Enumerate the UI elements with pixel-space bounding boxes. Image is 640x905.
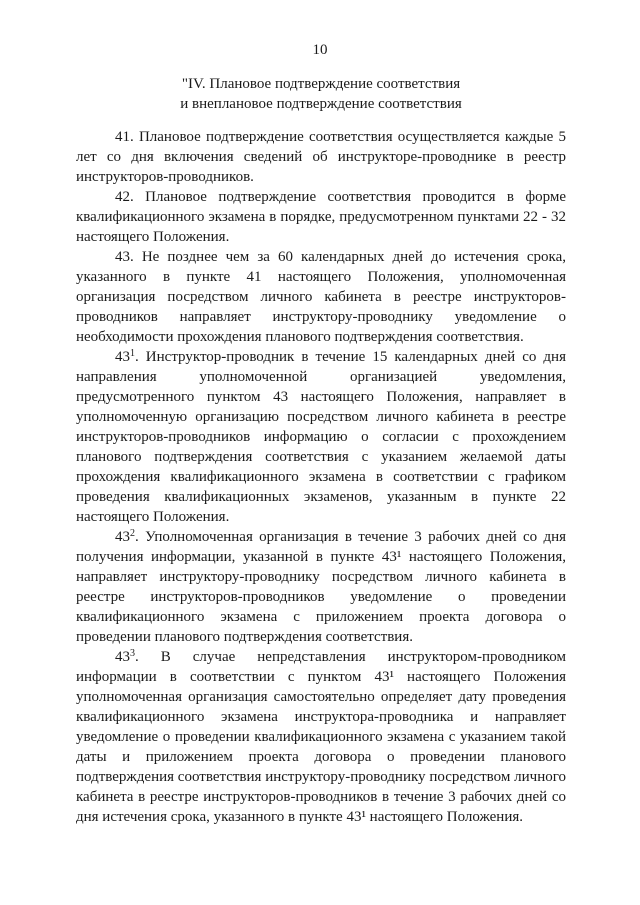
document-body [76, 127, 566, 827]
paragraph-text: В случае непредставления инструктором-проводником информации в соответствии с пунктом 43¹ настоящего Положения уполномоченная организация самостоятельно определяет дату проведения квалификационного экзамена инструктора-проводника и направляет уведомление о проведении квалификационного экзамена с указанием такой даты и приложением проекта договора о проведении планового подтверждения соответствия инструктору-проводнику посредством личного кабинета в реестре инструкторов-проводников в течение 3 рабочих дней со дня истечения срока, указанного в пункте 43¹ настоящего Положения. [76, 649, 566, 825]
paragraph-text: Плановое подтверждение соответствия проводится в форме квалификационного экзамена в порядке, предусмотренном пунктами 22 - 32 настоящего Положения. [76, 189, 566, 245]
paragraph-number: 43. [115, 249, 134, 265]
paragraph-43-1: $43^1$. Инструктор-проводник в течение 15 календарных дней со дня направления уполномоченной организацией уведомления, предусмотренного пунктом 43 настоящего Положения, направляет в уполномоченную организацию посредством личного кабинета в реестре инструкторов-проводников информацию о согласии с прохождением планового подтверждения соответствия с указанием желаемой даты прохождения квалификационного экзамена в соответствии с графиком проведения квалификационных экзаменов, указанным в пункте 22 настоящего Положения. [76, 348, 566, 525]
paragraph-number-superscript: 2 [130, 528, 135, 539]
page-number: 10 [312, 42, 328, 58]
paragraph-text: Уполномоченная организация в течение 3 рабочих дней со дня получения информации, указанной в пункте 43¹ настоящего Положения, направляет инструктору-проводнику посредством личного кабинета в реестре инструкторов-проводников уведомление о проведении квалификационного экзамена с приложением проекта договора о проведении планового подтверждения соответствия. [76, 529, 567, 645]
paragraph-text: Плановое подтверждение соответствия осуществляется каждые 5 лет со дня включения сведений об инструкторе-проводнике в реестр инструкторов-проводников. [76, 129, 566, 185]
paragraph-43-3: $43^3$. В случае непредставления инструктором-проводником информации в соответствии с пунктом 43¹ настоящего Положения уполномоченная организация самостоятельно определяет дату проведения квалификационного экзамена инструктора-проводника и направляет уведомление о проведении квалификационного экзамена с указанием такой даты и приложением проекта договора о проведении планового подтверждения соответствия инструктору-проводнику посредством личного кабинета в реестре инструкторов-проводников в течение 3 рабочих дней со дня истечения срока, указанного в пункте 43¹ настоящего Положения. [76, 648, 566, 825]
section-heading [76, 74, 566, 114]
paragraph-43 [76, 247, 566, 347]
paragraph-42 [76, 187, 566, 247]
paragraph-number: 42. [115, 189, 134, 205]
section-heading-line-2: и внеплановое подтверждение соответствия [180, 96, 462, 112]
paragraph-number-superscript: 3 [130, 648, 135, 659]
paragraph-text: Инструктор-проводник в течение 15 календарных дней со дня направления уполномоченной организацией уведомления, предусмотренного пунктом 43 настоящего Положения, направляет в уполномоченную организацию посредством личного кабинета в реестре инструкторов-проводников информацию о согласии с прохождением планового подтверждения соответствия с указанием желаемой даты прохождения квалификационного экзамена в соответствии с графиком проведения квалификационных экзаменов, указанным в пункте 22 настоящего Положения. [76, 349, 566, 525]
paragraph-number: 43 [115, 649, 130, 665]
paragraph-43-2: $43^2$. Уполномоченная организация в течение 3 рабочих дней со дня получения информации, указанной в пункте 43¹ настоящего Положения, направляет инструктору-проводнику посредством личного кабинета в реестре инструкторов-проводников уведомление о проведении квалификационного экзамена с приложением проекта договора о проведении планового подтверждения соответствия. [76, 528, 567, 645]
paragraph-number: 43 [115, 349, 130, 365]
paragraph-41 [76, 127, 566, 187]
paragraph-number-superscript: 1 [130, 348, 135, 359]
section-heading-line-1: "IV. Плановое подтверждение соответствия [181, 76, 461, 92]
paragraph-number: 41. [115, 129, 134, 145]
paragraph-number: 43 [115, 529, 130, 545]
paragraph-text: Не позднее чем за 60 календарных дней до истечения срока, указанного в пункте 41 настоящего Положения, уполномоченная организация посредством личного кабинета в реестре инструкторов-проводников направляет инструктору-проводнику уведомление о необходимости прохождения планового подтверждения соответствия. [76, 249, 566, 345]
